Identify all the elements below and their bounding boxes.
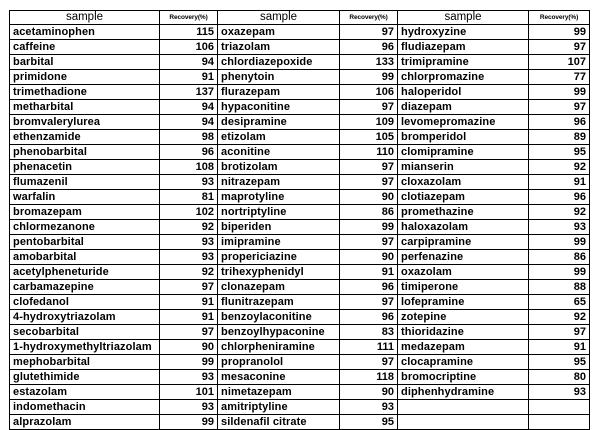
- table-row: [10, 55, 590, 70]
- table-row: [10, 40, 590, 55]
- recovery-cell: 111: [340, 340, 398, 355]
- recovery-cell: 96: [340, 40, 398, 55]
- sample-cell: trimipramine: [398, 55, 529, 70]
- table-row: [10, 25, 590, 40]
- sample-cell: clomipramine: [398, 145, 529, 160]
- sample-cell: triazolam: [218, 40, 340, 55]
- recovery-cell: 91: [160, 70, 218, 85]
- sample-cell: thioridazine: [398, 325, 529, 340]
- recovery-cell: 106: [160, 40, 218, 55]
- sample-cell: bromocriptine: [398, 370, 529, 385]
- recovery-cell: 96: [160, 145, 218, 160]
- recovery-cell: 65: [529, 295, 590, 310]
- recovery-cell: 99: [160, 355, 218, 370]
- sample-cell: chlormezanone: [10, 220, 160, 235]
- sample-cell: trihexyphenidyl: [218, 265, 340, 280]
- table-row: [10, 160, 590, 175]
- sample-cell: bromazepam: [10, 205, 160, 220]
- recovery-cell: 86: [340, 205, 398, 220]
- sample-cell: warfalin: [10, 190, 160, 205]
- table-row: [10, 85, 590, 100]
- sample-cell: diphenhydramine: [398, 385, 529, 400]
- sample-cell: phenacetin: [10, 160, 160, 175]
- sample-cell: flunitrazepam: [218, 295, 340, 310]
- recovery-cell: 93: [160, 250, 218, 265]
- table-row: [10, 415, 590, 430]
- recovery-cell: 95: [529, 355, 590, 370]
- recovery-cell: 118: [340, 370, 398, 385]
- table-row: [10, 310, 590, 325]
- recovery-header-1: Recovery(%): [160, 11, 218, 25]
- recovery-cell: 99: [340, 70, 398, 85]
- sample-cell: phenytoin: [218, 70, 340, 85]
- sample-cell: promethazine: [398, 205, 529, 220]
- recovery-cell: 97: [340, 235, 398, 250]
- recovery-cell: 99: [529, 265, 590, 280]
- recovery-cell: 94: [160, 55, 218, 70]
- table-row: [10, 325, 590, 340]
- table-row: [10, 250, 590, 265]
- recovery-cell: 97: [340, 25, 398, 40]
- recovery-cell: 93: [160, 400, 218, 415]
- sample-cell: chlordiazepoxide: [218, 55, 340, 70]
- sample-cell: carbamazepine: [10, 280, 160, 295]
- sample-cell: estazolam: [10, 385, 160, 400]
- recovery-cell: 91: [160, 310, 218, 325]
- recovery-cell: 99: [529, 25, 590, 40]
- sample-header-2: sample: [218, 11, 340, 25]
- sample-cell: maprotyline: [218, 190, 340, 205]
- sample-cell: bromvalerylurea: [10, 115, 160, 130]
- sample-cell: caffeine: [10, 40, 160, 55]
- recovery-cell: 97: [529, 100, 590, 115]
- recovery-cell: 107: [529, 55, 590, 70]
- recovery-cell: 96: [340, 280, 398, 295]
- sample-cell: [398, 400, 529, 415]
- recovery-cell: 94: [160, 100, 218, 115]
- recovery-cell: 97: [340, 175, 398, 190]
- sample-cell: fludiazepam: [398, 40, 529, 55]
- recovery-cell: 105: [340, 130, 398, 145]
- sample-cell: haloperidol: [398, 85, 529, 100]
- recovery-cell: 97: [340, 100, 398, 115]
- sample-cell: indomethacin: [10, 400, 160, 415]
- sample-cell: sildenafil citrate: [218, 415, 340, 430]
- table-row: [10, 115, 590, 130]
- table-row: [10, 385, 590, 400]
- sample-cell: propranolol: [218, 355, 340, 370]
- sample-cell: amobarbital: [10, 250, 160, 265]
- sample-cell: lofepramine: [398, 295, 529, 310]
- recovery-cell: 99: [529, 235, 590, 250]
- sample-header-1: sample: [10, 11, 160, 25]
- sample-cell: nitrazepam: [218, 175, 340, 190]
- sample-cell: aconitine: [218, 145, 340, 160]
- recovery-cell: 91: [529, 175, 590, 190]
- recovery-cell: 115: [160, 25, 218, 40]
- sample-cell: benzoylhypaconine: [218, 325, 340, 340]
- sample-cell: glutethimide: [10, 370, 160, 385]
- recovery-cell: 92: [529, 205, 590, 220]
- sample-cell: levomepromazine: [398, 115, 529, 130]
- sample-cell: timiperone: [398, 280, 529, 295]
- sample-cell: secobarbital: [10, 325, 160, 340]
- sample-cell: clotiazepam: [398, 190, 529, 205]
- sample-cell: acetylpheneturide: [10, 265, 160, 280]
- table-row: [10, 235, 590, 250]
- sample-cell: chlorpheniramine: [218, 340, 340, 355]
- recovery-cell: 92: [529, 310, 590, 325]
- recovery-cell: 96: [529, 115, 590, 130]
- recovery-cell: 94: [160, 115, 218, 130]
- recovery-cell: 97: [340, 295, 398, 310]
- recovery-cell: 93: [340, 400, 398, 415]
- sample-cell: carpipramine: [398, 235, 529, 250]
- recovery-cell: 91: [529, 340, 590, 355]
- recovery-cell: 109: [340, 115, 398, 130]
- sample-cell: imipramine: [218, 235, 340, 250]
- recovery-cell: 95: [340, 415, 398, 430]
- sample-cell: metharbital: [10, 100, 160, 115]
- sample-cell: chlorpromazine: [398, 70, 529, 85]
- sample-cell: nimetazepam: [218, 385, 340, 400]
- recovery-cell: 106: [340, 85, 398, 100]
- table-row: [10, 70, 590, 85]
- table-row: [10, 340, 590, 355]
- recovery-cell: 90: [340, 190, 398, 205]
- sample-cell: biperiden: [218, 220, 340, 235]
- recovery-cell: 91: [340, 265, 398, 280]
- sample-cell: oxazepam: [218, 25, 340, 40]
- recovery-header-3: Recovery(%): [529, 11, 590, 25]
- table-row: [10, 355, 590, 370]
- table-row: [10, 280, 590, 295]
- sample-cell: perfenazine: [398, 250, 529, 265]
- table-row: [10, 400, 590, 415]
- recovery-cell: 110: [340, 145, 398, 160]
- recovery-cell: 90: [160, 340, 218, 355]
- table-row: [10, 220, 590, 235]
- recovery-cell: 97: [529, 325, 590, 340]
- table-row: [10, 100, 590, 115]
- recovery-cell: 81: [160, 190, 218, 205]
- sample-cell: flumazenil: [10, 175, 160, 190]
- sample-cell: clofedanol: [10, 295, 160, 310]
- sample-cell: barbital: [10, 55, 160, 70]
- recovery-cell: 93: [529, 220, 590, 235]
- recovery-cell: 80: [529, 370, 590, 385]
- recovery-cell: 93: [160, 370, 218, 385]
- sample-cell: etizolam: [218, 130, 340, 145]
- sample-cell: mephobarbital: [10, 355, 160, 370]
- recovery-cell: 93: [160, 235, 218, 250]
- table-row: [10, 190, 590, 205]
- recovery-cell: 98: [160, 130, 218, 145]
- sample-cell: zotepine: [398, 310, 529, 325]
- sample-cell: alprazolam: [10, 415, 160, 430]
- sample-cell: mesaconine: [218, 370, 340, 385]
- recovery-cell: 102: [160, 205, 218, 220]
- recovery-cell: 92: [160, 265, 218, 280]
- recovery-cell: 95: [529, 145, 590, 160]
- sample-cell: clonazepam: [218, 280, 340, 295]
- recovery-cell: 99: [160, 415, 218, 430]
- sample-cell: trimethadione: [10, 85, 160, 100]
- sample-cell: cloxazolam: [398, 175, 529, 190]
- sample-cell: brotizolam: [218, 160, 340, 175]
- sample-cell: ethenzamide: [10, 130, 160, 145]
- sample-cell: propericiazine: [218, 250, 340, 265]
- recovery-cell: 89: [529, 130, 590, 145]
- recovery-cell: 91: [160, 295, 218, 310]
- sample-cell: bromperidol: [398, 130, 529, 145]
- recovery-cell: 92: [529, 160, 590, 175]
- recovery-cell: 93: [160, 175, 218, 190]
- recovery-cell: 96: [529, 190, 590, 205]
- recovery-cell: 97: [340, 355, 398, 370]
- sample-cell: [398, 415, 529, 430]
- sample-cell: mianserin: [398, 160, 529, 175]
- recovery-cell: 101: [160, 385, 218, 400]
- recovery-cell: 77: [529, 70, 590, 85]
- recovery-cell: 96: [340, 310, 398, 325]
- table-row: [10, 295, 590, 310]
- recovery-cell: 93: [529, 385, 590, 400]
- sample-cell: 1-hydroxymethyltriazolam: [10, 340, 160, 355]
- recovery-header-2: Recovery(%): [340, 11, 398, 25]
- sample-cell: acetaminophen: [10, 25, 160, 40]
- recovery-cell: 88: [529, 280, 590, 295]
- recovery-cell: 108: [160, 160, 218, 175]
- sample-cell: flurazepam: [218, 85, 340, 100]
- sample-cell: primidone: [10, 70, 160, 85]
- table-row: [10, 205, 590, 220]
- header-row: [10, 11, 590, 25]
- recovery-cell: 99: [340, 220, 398, 235]
- recovery-cell: 92: [160, 220, 218, 235]
- table-row: [10, 265, 590, 280]
- sample-cell: diazepam: [398, 100, 529, 115]
- sample-cell: medazepam: [398, 340, 529, 355]
- recovery-cell: 90: [340, 385, 398, 400]
- table-row: [10, 370, 590, 385]
- recovery-cell: 99: [529, 85, 590, 100]
- sample-cell: haloxazolam: [398, 220, 529, 235]
- recovery-cell: 97: [160, 280, 218, 295]
- sample-header-3: sample: [398, 11, 529, 25]
- sample-cell: benzoylaconitine: [218, 310, 340, 325]
- sample-cell: phenobarbital: [10, 145, 160, 160]
- sample-cell: hypaconitine: [218, 100, 340, 115]
- sample-cell: nortriptyline: [218, 205, 340, 220]
- table-row: [10, 175, 590, 190]
- sample-cell: pentobarbital: [10, 235, 160, 250]
- recovery-cell: 86: [529, 250, 590, 265]
- recovery-cell: 97: [340, 160, 398, 175]
- recovery-cell: 137: [160, 85, 218, 100]
- sample-cell: amitriptyline: [218, 400, 340, 415]
- recovery-cell: [529, 415, 590, 430]
- sample-cell: clocapramine: [398, 355, 529, 370]
- sample-cell: desipramine: [218, 115, 340, 130]
- recovery-table: [9, 10, 590, 430]
- recovery-cell: 90: [340, 250, 398, 265]
- table-body: [10, 11, 590, 430]
- recovery-cell: 97: [529, 40, 590, 55]
- sample-cell: oxazolam: [398, 265, 529, 280]
- table-row: [10, 145, 590, 160]
- recovery-cell: [529, 400, 590, 415]
- sample-cell: hydroxyzine: [398, 25, 529, 40]
- recovery-cell: 133: [340, 55, 398, 70]
- recovery-cell: 97: [160, 325, 218, 340]
- table-row: [10, 130, 590, 145]
- recovery-cell: 83: [340, 325, 398, 340]
- sample-cell: 4-hydroxytriazolam: [10, 310, 160, 325]
